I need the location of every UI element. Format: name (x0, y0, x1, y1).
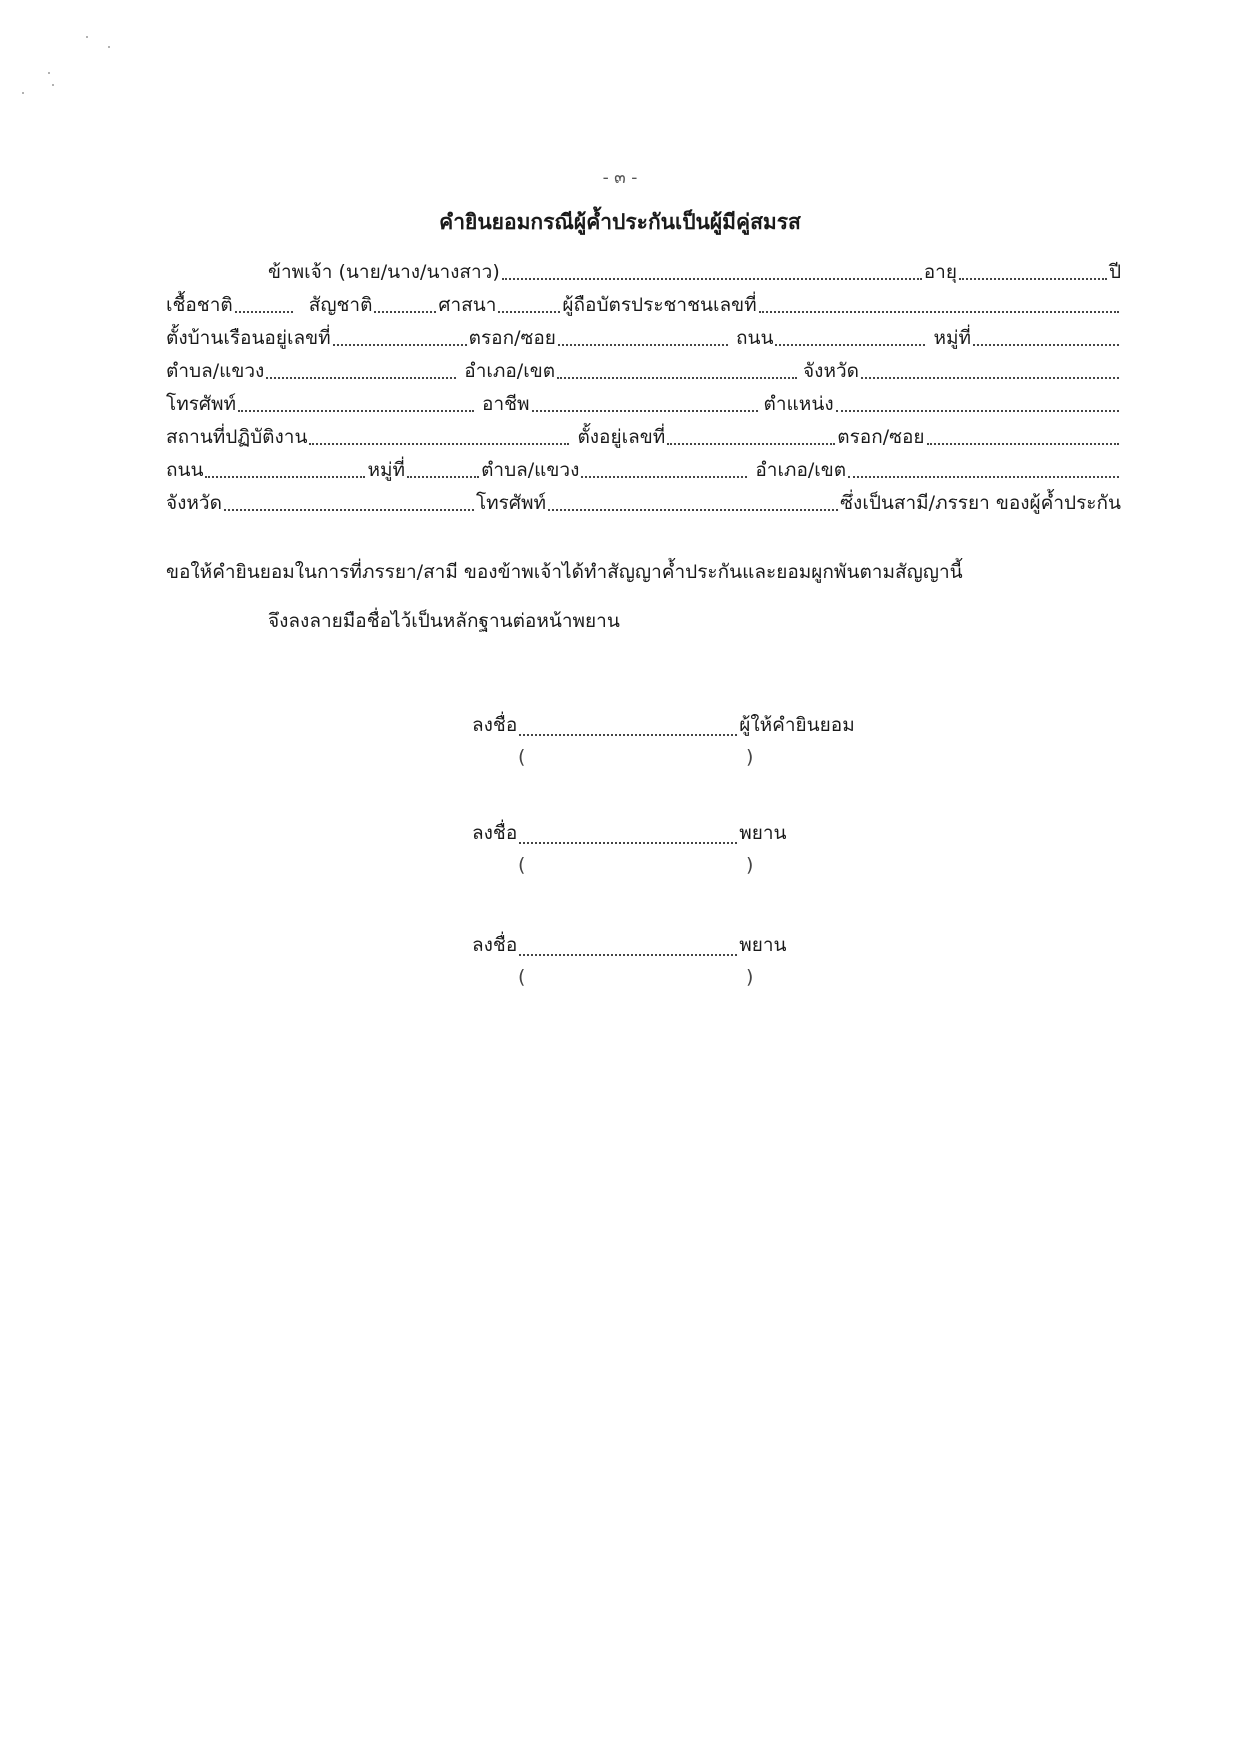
label-work-phone: โทรศัพท์ (475, 492, 546, 515)
signature-line-consenter[interactable] (519, 734, 737, 736)
field-district[interactable] (557, 377, 797, 379)
label-work-subdistrict: ตำบล/แขวง (481, 459, 580, 482)
field-age[interactable] (959, 278, 1107, 280)
label-workplace: สถานที่ปฏิบัติงาน (166, 426, 308, 449)
open-paren: ( (518, 854, 526, 876)
field-name[interactable] (502, 278, 922, 280)
closing-statement: จึงลงลายมือชื่อไว้เป็นหลักฐานต่อหน้าพยาน (268, 610, 620, 632)
field-ethnicity[interactable] (235, 311, 293, 313)
scan-speck (22, 92, 24, 94)
label-subdistrict: ตำบล/แขวง (166, 360, 265, 383)
field-house-no[interactable] (333, 344, 467, 346)
field-position[interactable] (836, 410, 1119, 412)
label-year: ปี (1108, 261, 1121, 284)
signature-block-witness-2 (472, 932, 892, 996)
field-workplace[interactable] (309, 443, 569, 445)
label-age: อายุ (923, 261, 957, 284)
sign-label: ลงชื่อ (472, 934, 518, 956)
label-work-moo: หมู่ที่ (367, 459, 406, 482)
label-occupation: อาชีพ (482, 393, 530, 416)
label-position: ตำแหน่ง (763, 393, 834, 416)
label-work-road: ถนน (166, 459, 204, 482)
page-number: - ๓ - (602, 168, 638, 188)
form-line-ethnicity (166, 287, 1121, 319)
close-paren: ) (746, 746, 754, 768)
label-work-district: อำเภอ/เขต (755, 459, 847, 482)
scan-speck (48, 72, 50, 74)
field-work-phone[interactable] (548, 509, 838, 511)
field-religion[interactable] (498, 311, 560, 313)
scan-speck (52, 84, 54, 86)
field-work-road[interactable] (205, 476, 365, 478)
label-province: จังหวัด (803, 360, 859, 383)
label-id-card: ผู้ถือบัตรประชาชนเลขที่ (562, 294, 757, 317)
form-line-address (166, 320, 1121, 352)
label-work-alley: ตรอก/ซอย (837, 426, 925, 449)
form-line-workplace (166, 419, 1121, 451)
field-work-subdistrict[interactable] (581, 476, 747, 478)
scan-speck (86, 36, 88, 38)
label-house-no: ตั้งบ้านเรือนอยู่เลขที่ (166, 327, 331, 350)
role-witness: พยาน (739, 934, 787, 956)
printed-name-consenter[interactable] (472, 742, 892, 776)
label-ethnicity: เชื้อชาติ (166, 294, 233, 317)
form-line-name (268, 254, 1121, 286)
form-line-work-road (166, 452, 1121, 484)
signature-line-witness-1[interactable] (519, 842, 737, 844)
form-line-work-province (166, 485, 1121, 517)
label-spouse-of-guarantor: ซึ่งเป็นสามี/ภรรยา ของผู้ค้ำประกัน (840, 492, 1121, 515)
label-nationality: สัญชาติ (308, 294, 373, 317)
label-moo: หมู่ที่ (933, 327, 972, 350)
sign-label: ลงชื่อ (472, 714, 518, 736)
role-consenter: ผู้ให้คำยินยอม (739, 714, 855, 736)
field-road[interactable] (775, 344, 925, 346)
signature-line-witness-2[interactable] (519, 954, 737, 956)
label-phone: โทรศัพท์ (166, 393, 237, 416)
field-id-card[interactable] (759, 311, 1119, 313)
role-witness: พยาน (739, 822, 787, 844)
form-line-phone (166, 386, 1121, 418)
field-phone[interactable] (238, 410, 474, 412)
field-alley[interactable] (558, 344, 728, 346)
field-province[interactable] (861, 377, 1119, 379)
label-district: อำเภอ/เขต (464, 360, 556, 383)
open-paren: ( (518, 746, 526, 768)
document-title: คำยินยอมกรณีผู้ค้ำประกันเป็นผู้มีคู่สมรส (439, 210, 801, 234)
field-work-province[interactable] (224, 509, 474, 511)
label-alley: ตรอก/ซอย (468, 327, 556, 350)
open-paren: ( (518, 966, 526, 988)
label-work-address-no: ตั้งอยู่เลขที่ (577, 426, 666, 449)
field-work-alley[interactable] (927, 443, 1119, 445)
label-name: ข้าพเจ้า (นาย/นาง/นางสาว) (268, 261, 500, 284)
field-occupation[interactable] (532, 410, 758, 412)
printed-name-witness-1[interactable] (472, 850, 892, 884)
label-religion: ศาสนา (438, 294, 497, 317)
field-work-district[interactable] (848, 476, 1119, 478)
form-line-district (166, 353, 1121, 385)
field-subdistrict[interactable] (266, 377, 456, 379)
scan-speck (108, 46, 110, 48)
signature-block-witness-1 (472, 820, 892, 884)
consent-statement: ขอให้คำยินยอมในการที่ภรรยา/สามี ของข้าพเจ้าได้ทำสัญญาค้ำประกันและยอมผูกพันตามสัญญานี้ (166, 561, 963, 583)
field-work-moo[interactable] (407, 476, 479, 478)
printed-name-witness-2[interactable] (472, 962, 892, 996)
field-nationality[interactable] (374, 311, 436, 313)
close-paren: ) (746, 966, 754, 988)
label-road: ถนน (735, 327, 774, 350)
field-moo[interactable] (973, 344, 1119, 346)
field-work-address-no[interactable] (667, 443, 835, 445)
close-paren: ) (746, 854, 754, 876)
sign-label: ลงชื่อ (472, 822, 518, 844)
label-work-province: จังหวัด (166, 492, 222, 515)
signature-block-consenter (472, 712, 892, 776)
